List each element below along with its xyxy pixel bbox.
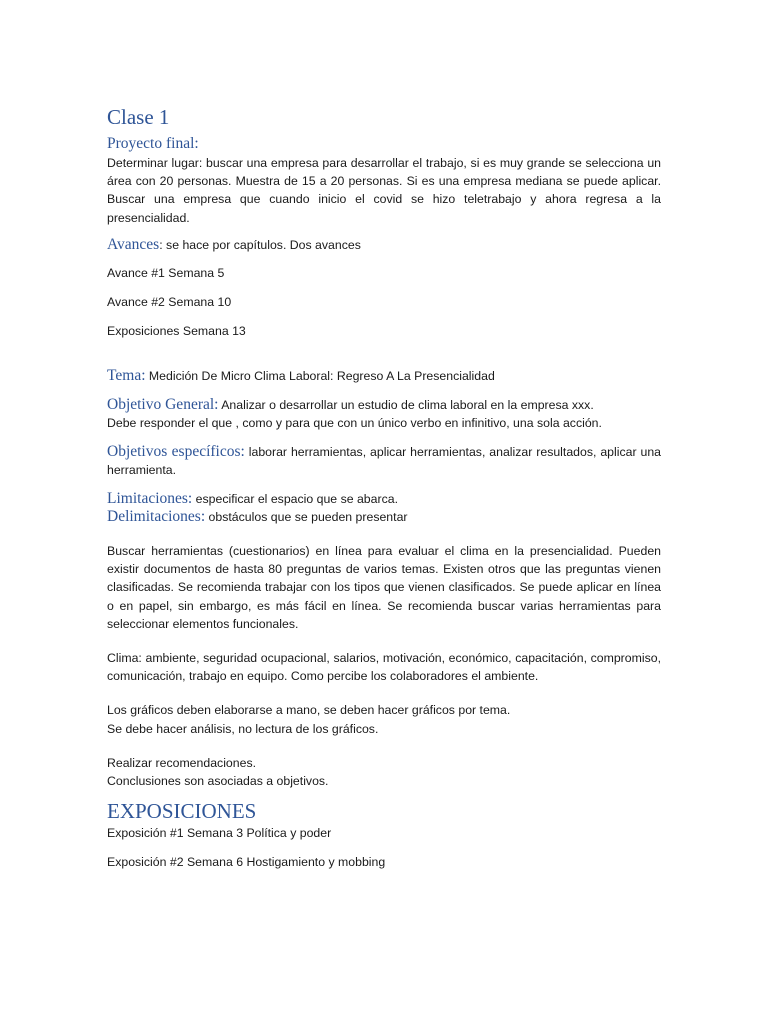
objetivo-general-line2: Debe responder el que , como y para que con un único verbo en infinitivo, una sola acción. [107, 416, 602, 431]
tema-line [107, 367, 661, 385]
graficos-line1: Los gráficos deben elaborarse a mano, se deben hacer gráficos por tema. [107, 703, 511, 718]
objetivo-general-line [107, 396, 661, 414]
tema-heading: Tema: [107, 366, 146, 384]
document-page [107, 104, 661, 872]
avance-item: Avance #2 Semana 10 [107, 295, 232, 310]
objetivos-especificos-text: laborar herramientas, aplicar herramientas, analizar resultados, aplicar una herramienta. [107, 445, 661, 478]
avances-heading: Avances [107, 235, 160, 253]
limitaciones-heading: Limitaciones: [107, 489, 193, 507]
exposiciones-heading: EXPOSICIONES [107, 799, 257, 824]
document-title: Clase 1 [107, 105, 170, 129]
limitaciones-line [107, 490, 661, 508]
graficos-line2: Se debe hacer análisis, no lectura de los gráficos. [107, 721, 379, 736]
proyecto-heading: Proyecto final: [107, 135, 199, 152]
limitaciones-text: especificar el espacio que se abarca. [192, 491, 398, 506]
delimitaciones-heading: Delimitaciones: [107, 507, 206, 525]
exposicion-item: Exposición #2 Semana 6 Hostigamiento y mobbing [107, 855, 386, 870]
objetivo-general-text: Analizar o desarrollar un estudio de clima laboral en la empresa xxx. [218, 397, 594, 412]
avance-item: Exposiciones Semana 13 [107, 324, 246, 339]
tema-text: Medición De Micro Clima Laboral: Regreso A La Presencialidad [145, 368, 495, 383]
objetivos-especificos-line [107, 443, 661, 479]
recomendaciones-line2: Conclusiones son asociadas a objetivos. [107, 774, 329, 789]
avances-text: : se hace por capítulos. Dos avances [159, 237, 361, 252]
avances-line [107, 236, 661, 254]
herramientas-paragraph: Buscar herramientas (cuestionarios) en línea para evaluar el clima en la presencialidad. Pueden existir documentos de hasta 80 preguntas de varios temas. Existen otros que las preguntas vienen clasificadas. Se recomienda trabajar con los tipos que vienen clasificados. Se puede aplicar en línea o en papel, sin embargo, es más fácil en línea. Se recomienda buscar varias herramientas para seleccionar elementos funcionales. [107, 544, 661, 631]
exposicion-item: Exposición #1 Semana 3 Política y poder [107, 826, 332, 841]
proyecto-body: Determinar lugar: buscar una empresa para desarrollar el trabajo, si es muy grande se selecciona un área con 20 personas. Muestra de 15 a 20 personas. Si es una empresa mediana se puede aplicar. Buscar una empresa que cuando inicio el covid se hizo teletrabajo y ahora regresa a la presencialidad. [107, 156, 661, 225]
delimitaciones-line [107, 508, 661, 526]
delimitaciones-text: obstáculos que se pueden presentar [205, 509, 408, 524]
clima-paragraph: Clima: ambiente, seguridad ocupacional, salarios, motivación, económico, capacitación, compromiso, comunicación, trabajo en equipo. Como percibe los colaboradores el ambiente. [107, 651, 661, 684]
objetivos-especificos-heading: Objetivos específicos: [107, 443, 245, 461]
avance-item: Avance #1 Semana 5 [107, 266, 225, 281]
recomendaciones-line1: Realizar recomendaciones. [107, 755, 257, 770]
objetivo-general-heading: Objetivo General: [107, 395, 219, 413]
